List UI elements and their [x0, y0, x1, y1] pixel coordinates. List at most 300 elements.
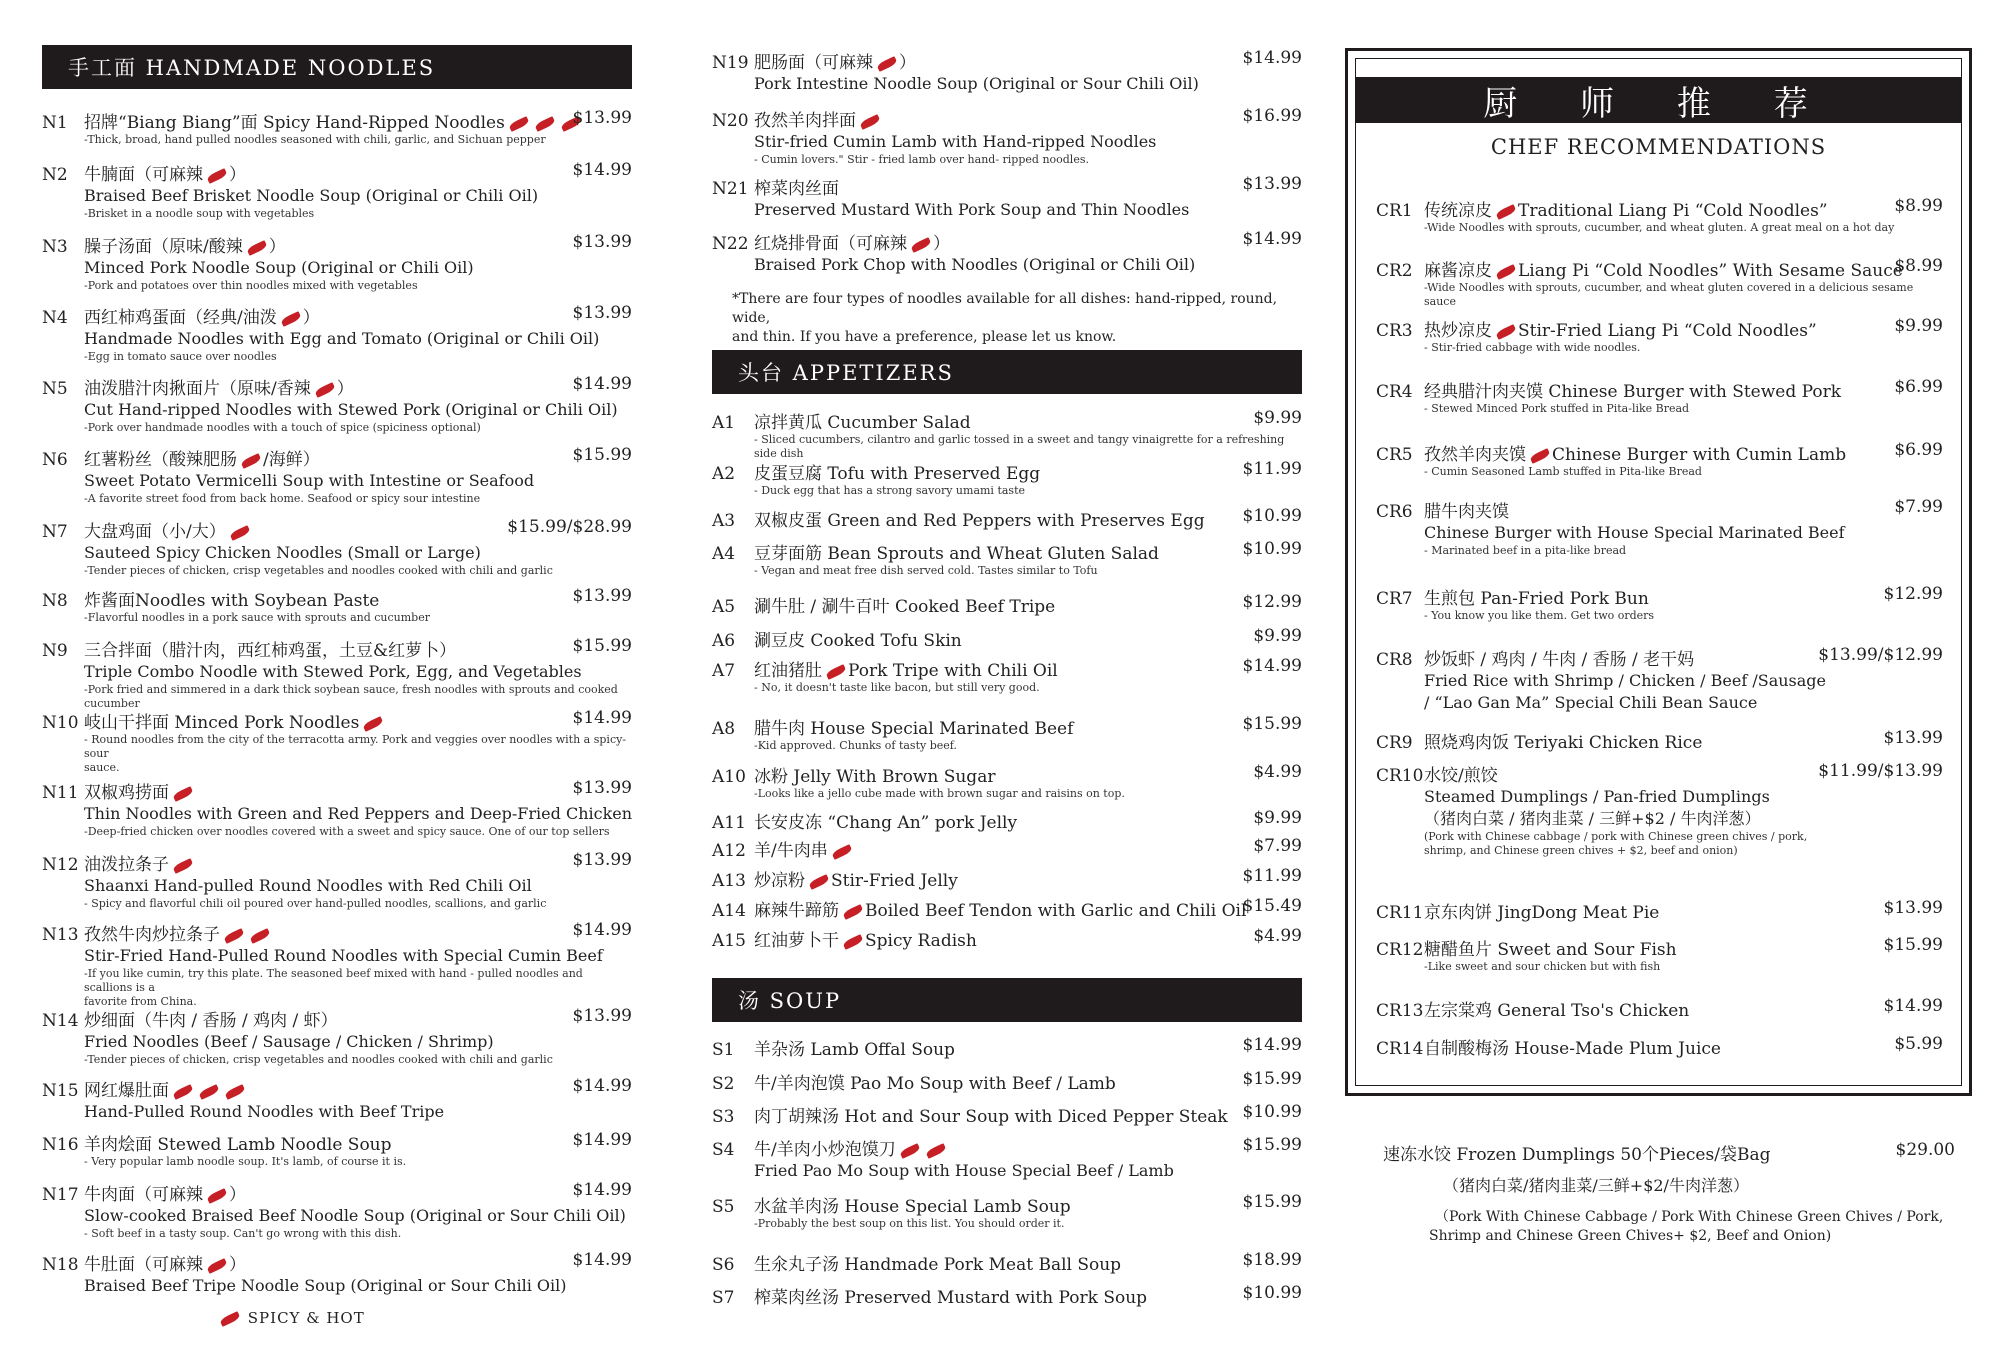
menu-item [712, 762, 1302, 801]
item-name: 长安皮冻 “Chang An” pork Jelly [754, 813, 1018, 833]
chili-icon [198, 1084, 220, 1100]
menu-item [712, 506, 1302, 531]
menu-item [1376, 440, 1943, 479]
item-english-name: Stir-Fried Liang Pi “Cold Noodles” [1518, 321, 1817, 341]
chef-title: 厨 师 推 荐 [1356, 77, 1961, 123]
menu-item [1376, 996, 1943, 1021]
frozen-line-4: Shrimp and Chinese Green Chives+ $2, Beef and Onion) [1429, 1228, 1832, 1244]
item-price: $15.99 [572, 445, 632, 465]
menu-item [1376, 728, 1943, 753]
menu-item [712, 1192, 1302, 1231]
item-code: CR11 [1376, 903, 1424, 923]
item-subtitle: Handmade Noodles with Egg and Tomato (Original or Chili Oil) [84, 329, 600, 348]
chili-icon [1529, 448, 1551, 464]
item-name-line [1424, 728, 1943, 753]
menu-item [712, 1069, 1302, 1094]
item-name-close: ） [336, 379, 354, 399]
item-name-line [754, 1069, 1302, 1094]
item-code: S7 [712, 1288, 735, 1308]
chili-icon [172, 858, 194, 874]
menu-item [42, 850, 632, 911]
item-name-line [84, 1006, 632, 1031]
item-name-line [1424, 584, 1943, 609]
menu-item [712, 626, 1302, 651]
item-name: 榨菜肉丝汤 Preserved Mustard with Pork Soup [754, 1288, 1148, 1308]
item-code: N10 [42, 713, 79, 733]
item-name: 牛肉面（可麻辣 [84, 1185, 203, 1205]
chef-subtitle: CHEF RECOMMENDATIONS [1490, 135, 1827, 159]
menu-item [42, 708, 632, 775]
item-code: CR12 [1376, 940, 1424, 960]
item-code: A11 [712, 813, 746, 833]
item-description: -Egg in tomato sauce over noodles [84, 350, 277, 363]
item-price: $13.99 [572, 586, 632, 606]
item-code: N17 [42, 1185, 79, 1205]
item-name: 麻酱凉皮 [1424, 261, 1492, 281]
item-name: 羊/牛肉串 [754, 841, 828, 861]
item-description: sauce. [84, 761, 120, 774]
item-description: shrimp, and Chinese green chives + $2, beef and onion) [1424, 844, 1738, 857]
item-name-close: ） [229, 1255, 246, 1275]
item-price: $7.99 [1253, 836, 1302, 856]
item-name-line [84, 1250, 632, 1275]
item-name: 红油猪肚 [754, 661, 822, 681]
item-code: A12 [712, 841, 746, 861]
item-price: $14.99 [1242, 229, 1302, 249]
item-price: $6.99 [1894, 440, 1943, 460]
item-price: $10.99 [1242, 506, 1302, 526]
item-code: N19 [712, 53, 749, 73]
item-name-line [754, 106, 1302, 131]
item-name: 生煎包 Pan-Fried Pork Bun [1424, 589, 1649, 609]
menu-item [1376, 645, 1943, 714]
item-code: A14 [712, 901, 746, 921]
menu-item [42, 920, 632, 1009]
item-name-line [84, 160, 632, 185]
noodle-note-line-2: and thin. If you have a preference, please let us know. [732, 329, 1117, 345]
soup-header-text: 汤 SOUP [738, 989, 842, 1013]
item-code: S2 [712, 1074, 735, 1094]
item-name-line [754, 926, 1302, 951]
item-name: 肉丁胡辣汤 Hot and Sour Soup with Diced Pepper Steak [754, 1107, 1228, 1127]
item-name: 炒细面（牛肉 / 香肠 / 鸡肉 / 虾） [84, 1011, 338, 1031]
item-code: A7 [712, 661, 736, 681]
item-price: $14.99 [572, 1250, 632, 1270]
chili-icon [825, 664, 847, 680]
item-name-line [1424, 996, 1943, 1021]
chili-icon [842, 904, 864, 920]
item-price: $11.99 [1242, 459, 1302, 479]
item-name-line [754, 459, 1302, 484]
item-price: $14.99 [572, 1076, 632, 1096]
item-subtitle: Shaanxi Hand-pulled Round Noodles with Red Chili Oil [84, 876, 532, 895]
appetizers-header-text: 头台 APPETIZERS [738, 361, 954, 385]
item-name: 糖醋鱼片 Sweet and Sour Fish [1424, 940, 1677, 960]
item-price: $15.99 [572, 636, 632, 656]
noodle-note [732, 290, 1302, 347]
spicy-legend [216, 1309, 365, 1327]
item-name: 自制酸梅汤 House-Made Plum Juice [1424, 1039, 1721, 1059]
item-price: $14.99 [1242, 1035, 1302, 1055]
item-name: 涮牛肚 / 涮牛百叶 Cooked Beef Tripe [754, 597, 1056, 617]
item-price: $10.99 [1242, 1283, 1302, 1303]
item-code: CR9 [1376, 733, 1413, 753]
item-code: N16 [42, 1135, 79, 1155]
menu-item [712, 926, 1302, 951]
item-price: $9.99 [1894, 316, 1943, 336]
item-code: A6 [712, 631, 736, 651]
frozen-dumplings [1383, 1140, 1955, 1244]
item-code: S1 [712, 1040, 735, 1060]
item-description: -Like sweet and sour chicken but with fish [1424, 960, 1661, 973]
menu-item [42, 160, 632, 221]
item-price: $13.99 [1242, 174, 1302, 194]
item-description: - Sliced cucumbers, cilantro and garlic tossed in a sweet and tangy vinaigrette for a refreshing side dish [754, 433, 1285, 460]
item-price: $11.99 [1242, 866, 1302, 886]
frozen-price: $29.00 [1895, 1140, 1955, 1160]
item-code: A10 [712, 767, 746, 787]
item-english-name: Traditional Liang Pi “Cold Noodles” [1518, 201, 1828, 221]
chili-icon [240, 453, 262, 469]
item-code: N7 [42, 522, 68, 542]
item-name-line [1424, 1034, 1943, 1059]
chili-icon [249, 928, 271, 944]
item-price: $15.99 [1242, 1135, 1302, 1155]
item-code: CR14 [1376, 1039, 1424, 1059]
item-name: 左宗棠鸡 General Tso's Chicken [1424, 1001, 1690, 1021]
item-description: -Probably the best soup on this list. You should order it. [754, 1217, 1065, 1230]
item-name: 涮豆皮 Cooked Tofu Skin [754, 631, 962, 651]
item-price: $14.99 [572, 708, 632, 728]
item-name-line [754, 1192, 1302, 1217]
item-price: $14.99 [1242, 656, 1302, 676]
frozen-line-2: （猪肉白菜/猪肉韭菜/三鲜+$2/牛肉洋葱） [1443, 1176, 1749, 1195]
item-price: $10.99 [1242, 539, 1302, 559]
chili-icon [534, 116, 556, 132]
item-name-line [84, 374, 632, 399]
item-code: N18 [42, 1255, 79, 1275]
item-name-line [754, 506, 1302, 531]
menu-item [42, 586, 632, 625]
menu-item [1376, 497, 1943, 558]
chili-icon [1495, 324, 1517, 340]
item-name-line [84, 636, 632, 661]
item-code: N6 [42, 450, 68, 470]
item-name: 炸酱面Noodles with Soybean Paste [84, 591, 380, 611]
item-name: 牛/羊肉泡馍 Pao Mo Soup with Beef / Lamb [754, 1074, 1116, 1094]
soup-header [712, 978, 1302, 1022]
chili-icon [172, 786, 194, 802]
item-name-line [84, 920, 632, 945]
item-name-line [1424, 377, 1943, 402]
chili-icon [224, 1084, 246, 1100]
item-code: N2 [42, 165, 68, 185]
item-subtitle: Steamed Dumplings / Pan-fried Dumplings [1424, 787, 1770, 806]
item-price: $14.99 [572, 1180, 632, 1200]
item-subtitle: Hand-Pulled Round Noodles with Beef Tripe [84, 1102, 445, 1121]
menu-item [42, 1130, 632, 1169]
item-price: $15.99 [1883, 935, 1943, 955]
item-name: 热炒凉皮 [1424, 321, 1492, 341]
menu-item [712, 896, 1302, 921]
item-name-close: ） [933, 234, 950, 254]
item-code: CR13 [1376, 1001, 1424, 1021]
item-code: N20 [712, 111, 749, 131]
item-description: -Brisket in a noodle soup with vegetables [84, 207, 315, 220]
item-description: - Marinated beef in a pita-like bread [1424, 544, 1627, 557]
item-subtitle: Slow-cooked Braised Beef Noodle Soup (Original or Sour Chili Oil) [84, 1206, 626, 1225]
item-description: - Soft beef in a tasty soup. Can't go wrong with this dish. [84, 1227, 402, 1240]
item-name: 生氽丸子汤 Handmade Pork Meat Ball Soup [754, 1255, 1122, 1275]
item-name-line [84, 850, 632, 875]
menu-item [712, 836, 1302, 861]
menu-item [712, 106, 1302, 167]
item-description: -Deep-fried chicken over noodles covered with a sweet and spicy sauce. One of our top sellers [84, 825, 610, 838]
menu-item [712, 459, 1302, 498]
noodles-header-text: 手工面 HANDMADE NOODLES [68, 56, 436, 80]
item-subtitle: Stir-Fried Hand-Pulled Round Noodles with Special Cumin Beef [84, 946, 603, 965]
chili-icon [172, 1084, 194, 1100]
item-name: 腊牛肉夹馍 [1424, 502, 1509, 522]
item-description: - Stewed Minced Pork stuffed in Pita-like Bread [1424, 402, 1690, 415]
item-description: - Duck egg that has a strong savory umami taste [754, 484, 1025, 497]
item-code: CR7 [1376, 589, 1413, 609]
item-code: N13 [42, 925, 79, 945]
item-name: 炒饭虾 / 鸡肉 / 牛肉 / 香肠 / 老干妈 [1424, 650, 1695, 670]
item-name: 照烧鸡肉饭 Teriyaki Chicken Rice [1424, 733, 1703, 753]
chili-icon [925, 1143, 947, 1159]
menu-item [42, 1006, 632, 1067]
item-name: 三合拌面（腊汁肉，西红柿鸡蛋，土豆&红萝卜） [84, 641, 457, 661]
item-price: $8.99 [1894, 196, 1943, 216]
item-name-line [754, 1102, 1302, 1127]
item-name-line [754, 48, 1302, 73]
item-subtitle: Fried Rice with Shrimp / Chicken / Beef /Sausage [1424, 671, 1826, 690]
item-name-line [754, 836, 1302, 861]
item-code: N5 [42, 379, 68, 399]
menu-item [42, 232, 632, 293]
menu-item [712, 714, 1302, 753]
item-name-line [754, 896, 1302, 921]
item-name: 京东肉饼 JingDong Meat Pie [1424, 903, 1660, 923]
item-code: S3 [712, 1107, 735, 1127]
item-name-line [754, 229, 1302, 254]
item-description: - Stir-fried cabbage with wide noodles. [1424, 341, 1641, 354]
menu-item [42, 303, 632, 364]
item-code: A2 [712, 464, 736, 484]
item-subtitle: Chinese Burger with House Special Marinated Beef [1424, 523, 1845, 542]
chili-icon [1495, 264, 1517, 280]
chili-icon [206, 1258, 228, 1274]
item-name-line [754, 539, 1302, 564]
chili-icon [206, 1188, 228, 1204]
item-code: N12 [42, 855, 79, 875]
menu-item [712, 808, 1302, 833]
item-description: -Kid approved. Chunks of tasty beef. [754, 739, 957, 752]
item-price: $15.99 [1242, 1192, 1302, 1212]
item-subtitle: Fried Pao Mo Soup with House Special Beef / Lamb [754, 1161, 1174, 1180]
item-price: $5.99 [1894, 1034, 1943, 1054]
item-name: 腊牛肉 House Special Marinated Beef [754, 719, 1074, 739]
item-code: CR5 [1376, 445, 1413, 465]
item-name-line [754, 626, 1302, 651]
item-price: $18.99 [1242, 1250, 1302, 1270]
item-code: A3 [712, 511, 736, 531]
chili-icon [246, 240, 268, 256]
item-price: $13.99 [1883, 728, 1943, 748]
item-code: CR10 [1376, 766, 1424, 786]
item-description: -Flavorful noodles in a pork sauce with sprouts and cucumber [84, 611, 430, 624]
item-code: CR1 [1376, 201, 1413, 221]
item-english-name: Pork Tripe with Chili Oil [848, 661, 1058, 681]
item-subtitle: / “Lao Gan Ma” Special Chili Bean Sauce [1424, 693, 1758, 712]
item-name: 传统凉皮 [1424, 201, 1492, 221]
item-price: $13.99 [572, 1006, 632, 1026]
menu-item [712, 539, 1302, 578]
item-code: N14 [42, 1011, 79, 1031]
menu-item [1376, 935, 1943, 974]
menu-item [42, 445, 632, 506]
menu-item [42, 636, 632, 711]
item-name: 牛腩面（可麻辣 [84, 165, 203, 185]
item-name-line [754, 408, 1302, 433]
item-price: $15.99 [1242, 714, 1302, 734]
item-code: S6 [712, 1255, 735, 1275]
chili-icon [219, 1311, 241, 1327]
item-name: 牛肚面（可麻辣 [84, 1255, 203, 1275]
menu-item [712, 174, 1302, 221]
item-name-line [754, 174, 1302, 199]
item-name: 招牌“Biang Biang”面 Spicy Hand-Ripped Noodles [84, 113, 505, 133]
item-price: $11.99/$13.99 [1818, 761, 1943, 781]
item-name: 双椒皮蛋 Green and Red Peppers with Preserves Egg [754, 511, 1205, 531]
item-price: $6.99 [1894, 377, 1943, 397]
item-price: $9.99 [1253, 408, 1302, 428]
item-description: - No, it doesn't taste like bacon, but still very good. [754, 681, 1040, 694]
item-code: CR3 [1376, 321, 1413, 341]
menu-item [712, 1035, 1302, 1060]
item-name-line [754, 656, 1302, 681]
item-code: N22 [712, 234, 749, 254]
item-price: $13.99 [572, 850, 632, 870]
item-price: $13.99 [572, 303, 632, 323]
item-price: $13.99 [572, 778, 632, 798]
item-code: N21 [712, 179, 749, 199]
menu-item [1376, 377, 1943, 416]
item-name-line [1424, 935, 1943, 960]
item-name: 水饺/煎饺 [1424, 766, 1498, 786]
item-description: -Looks like a jello cube made with brown sugar and raisins on top. [754, 787, 1125, 800]
item-price: $13.99/$12.99 [1818, 645, 1943, 665]
item-name-line [84, 778, 632, 803]
item-code: N1 [42, 113, 68, 133]
menu-item [712, 1250, 1302, 1275]
chili-icon [229, 525, 251, 541]
chili-icon [831, 844, 853, 860]
item-english-name: Chinese Burger with Cumin Lamb [1552, 445, 1847, 465]
item-description: -Wide Noodles with sprouts, cucumber, and wheat gluten covered in a delicious sesame sauce [1424, 281, 1914, 308]
item-code: A13 [712, 871, 746, 891]
appetizers-header [712, 350, 1302, 394]
item-name-line [1424, 256, 1943, 281]
item-code: N4 [42, 308, 68, 328]
item-name: 红薯粉丝（酸辣肥肠 [84, 450, 237, 470]
item-name: 麻辣牛蹄筋 [754, 901, 839, 921]
item-english-name: Liang Pi “Cold Noodles” With Sesame Sauce [1518, 261, 1903, 281]
item-price: $14.99 [572, 374, 632, 394]
chili-icon [876, 56, 898, 72]
menu-item [712, 592, 1302, 617]
menu-item [1376, 316, 1943, 355]
menu-item [712, 1135, 1302, 1182]
item-subtitle: Pork Intestine Noodle Soup (Original or Sour Chili Oil) [754, 74, 1199, 93]
menu-item [1376, 196, 1943, 235]
item-name: 榨菜肉丝面 [754, 179, 839, 199]
item-code: S4 [712, 1140, 735, 1160]
chili-icon [808, 874, 830, 890]
item-description: -A favorite street food from back home. Seafood or spicy sour intestine [84, 492, 481, 505]
item-price: $9.99 [1253, 808, 1302, 828]
item-name: 羊肉烩面 Stewed Lamb Noodle Soup [84, 1135, 392, 1155]
item-name-line [754, 592, 1302, 617]
item-english-name: Boiled Beef Tendon with Garlic and Chili Oil [865, 901, 1247, 921]
chili-icon [223, 928, 245, 944]
item-code: A8 [712, 719, 736, 739]
item-price: $16.99 [1242, 106, 1302, 126]
item-name: 红油萝卜干 [754, 931, 839, 951]
item-price: $15.99 [1242, 1069, 1302, 1089]
chili-icon [280, 311, 302, 327]
item-subtitle: Braised Beef Tripe Noodle Soup (Original or Sour Chili Oil) [84, 1276, 567, 1295]
frozen-name: 速冻水饺 Frozen Dumplings 50个Pieces/袋Bag [1383, 1145, 1771, 1165]
chili-icon [363, 716, 385, 732]
item-code: N8 [42, 591, 68, 611]
item-name-line [84, 586, 632, 611]
item-name-line [754, 866, 1302, 891]
item-name-line [754, 1035, 1302, 1060]
item-price: $14.99 [572, 160, 632, 180]
item-english-name: Spicy Radish [865, 931, 977, 951]
chef-recommendations-box [1345, 48, 1972, 1096]
item-description: - Cumin lovers." Stir - fried lamb over hand- ripped noodles. [754, 153, 1089, 166]
item-name-line [1424, 196, 1943, 221]
item-name: 油泼腊汁肉揪面片（原味/香辣 [84, 379, 311, 399]
chili-icon [314, 382, 336, 398]
item-description: - You know you like them. Get two orders [1424, 609, 1655, 622]
item-price: $9.99 [1253, 626, 1302, 646]
item-code: S5 [712, 1197, 735, 1217]
item-subtitle: Braised Pork Chop with Noodles (Original or Chili Oil) [754, 255, 1196, 274]
item-name-line [754, 714, 1302, 739]
item-description: -Pork over handmade noodles with a touch of spice (spiciness optional) [84, 421, 481, 434]
item-subtitle: （猪肉白菜 / 猪肉韭菜 / 三鲜+$2 / 牛肉洋葱） [1424, 809, 1761, 828]
item-price: $15.49 [1242, 896, 1302, 916]
item-description: favorite from China. [84, 995, 197, 1008]
item-code: N11 [42, 783, 79, 803]
item-name: 皮蛋豆腐 Tofu with Preserved Egg [754, 464, 1041, 484]
item-price: $14.99 [572, 920, 632, 940]
item-subtitle: Preserved Mustard With Pork Soup and Thin Noodles [754, 200, 1190, 219]
item-price: $12.99 [1883, 584, 1943, 604]
item-subtitle: Minced Pork Noodle Soup (Original or Chili Oil) [84, 258, 474, 277]
item-name-line [84, 232, 632, 257]
item-code: N3 [42, 237, 68, 257]
item-code: N15 [42, 1081, 79, 1101]
item-name-close: ） [229, 1185, 246, 1205]
item-name-line [84, 1180, 632, 1205]
item-name: 炒凉粉 [754, 871, 805, 891]
item-name: 网红爆肚面 [84, 1081, 169, 1101]
